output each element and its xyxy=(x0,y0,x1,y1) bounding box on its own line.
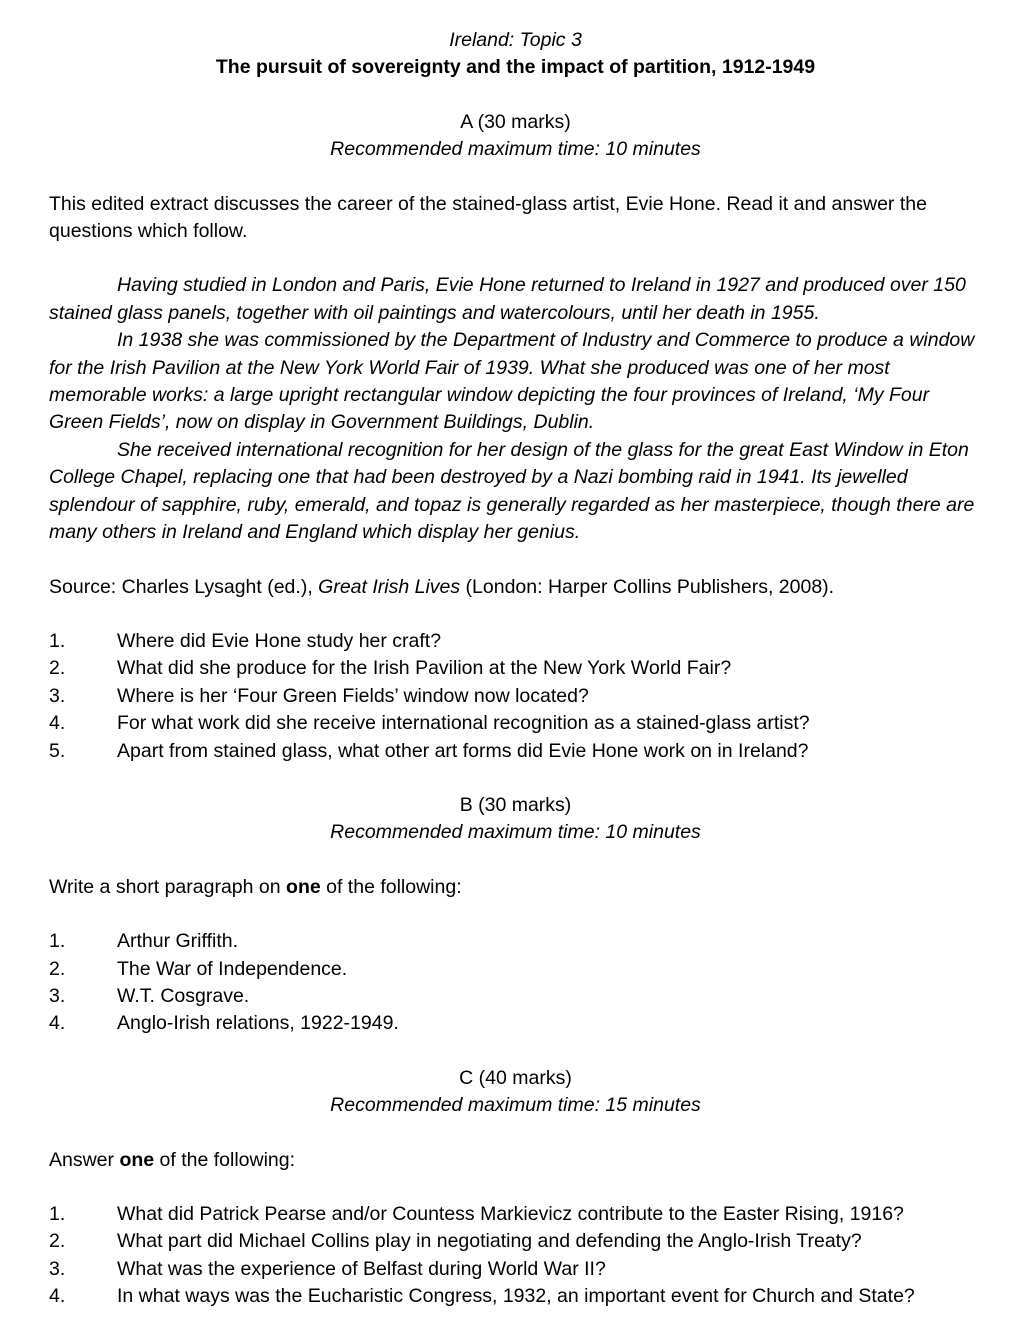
option-text: In what ways was the Eucharistic Congress, 1932, an important event for Church and State? xyxy=(117,1285,915,1308)
instruction-suffix: of the following: xyxy=(154,1148,296,1171)
question-text: Where did Evie Hone study her craft? xyxy=(117,629,442,652)
question-text: For what work did she receive international recognition as a stained-glass artist? xyxy=(117,712,810,735)
list-item xyxy=(49,928,982,955)
option-text: Arthur Griffith. xyxy=(117,930,239,953)
section-c-instruction xyxy=(49,1147,982,1174)
option-text: The War of Independence. xyxy=(117,957,348,980)
question-number: 5. xyxy=(49,739,66,762)
list-item xyxy=(49,1201,982,1228)
section-a-questions xyxy=(49,628,982,765)
section-a-intro: This edited extract discusses the career of the stained-glass artist, Evie Hone. Read it and answer the questions which follow. xyxy=(49,192,927,243)
option-number: 3. xyxy=(49,1257,66,1280)
list-item xyxy=(49,956,982,983)
question-text: Apart from stained glass, what other art forms did Evie Hone work on in Ireland? xyxy=(117,739,809,762)
option-text: What did Patrick Pearse and/or Countess Markievicz contribute to the Easter Rising, 1916? xyxy=(117,1203,904,1225)
source-suffix: (London: Harper Collins Publishers, 2008). xyxy=(460,575,835,598)
list-item xyxy=(49,1283,982,1310)
page-title: The pursuit of sovereignty and the impact of partition, 1912-1949 xyxy=(215,56,816,79)
question-number: 2. xyxy=(49,657,66,680)
section-a-time: Recommended maximum time: 10 minutes xyxy=(330,138,701,161)
extract-paragraph: She received international recognition for her design of the glass for the great East Window in Eton College Chapel, replacing one that had been destroyed by a Nazi bombing raid in 1941. Its jewelled splendour of sapphire, ruby, emerald, and topaz is generally regarded as her masterpiece, though there are many others in Ireland and England which display her genius. xyxy=(49,438,975,544)
question-text: Where is her ‘Four Green Fields’ window now located? xyxy=(117,684,589,707)
option-text: Anglo-Irish relations, 1922-1949. xyxy=(117,1012,399,1035)
section-c-heading: C (40 marks) xyxy=(459,1066,572,1089)
question-number: 4. xyxy=(49,712,66,735)
option-number: 1. xyxy=(49,1203,66,1225)
list-item xyxy=(49,1010,982,1037)
section-c-time: Recommended maximum time: 15 minutes xyxy=(330,1094,701,1117)
question-text: What did she produce for the Irish Pavilion at the New York World Fair? xyxy=(117,657,732,680)
instruction-emphasis: one xyxy=(286,875,321,898)
option-number: 1. xyxy=(49,930,66,953)
question-number: 3. xyxy=(49,684,66,707)
list-item xyxy=(49,1228,982,1255)
list-item xyxy=(49,738,982,765)
section-c-options xyxy=(49,1201,982,1311)
option-text: What part did Michael Collins play in negotiating and defending the Anglo-Irish Treaty? xyxy=(117,1230,862,1253)
option-number: 3. xyxy=(49,984,66,1007)
list-item xyxy=(49,983,982,1010)
list-item xyxy=(49,628,982,655)
list-item xyxy=(49,655,982,682)
list-item xyxy=(49,710,982,737)
extract-paragraph: Having studied in London and Paris, Evie Hone returned to Ireland in 1927 and produced over 150 stained glass panels, together with oil paintings and watercolours, until her death in 1955. xyxy=(49,274,966,324)
instruction-prefix: Answer xyxy=(49,1148,120,1171)
section-b-instruction xyxy=(49,874,982,901)
list-item xyxy=(49,683,982,710)
section-b-heading: B (30 marks) xyxy=(459,793,572,816)
section-a-heading: A (30 marks) xyxy=(460,110,571,133)
option-text: W.T. Cosgrave. xyxy=(117,984,250,1007)
extract xyxy=(49,272,982,546)
list-item xyxy=(49,1256,982,1283)
source-book-title: Great Irish Lives xyxy=(318,575,461,598)
instruction-suffix: of the following: xyxy=(320,875,462,898)
option-number: 2. xyxy=(49,1230,66,1253)
instruction-prefix: Write a short paragraph on xyxy=(49,875,287,898)
option-text: What was the experience of Belfast during World War II? xyxy=(117,1257,606,1280)
extract-paragraph: In 1938 she was commissioned by the Department of Industry and Commerce to produce a window for the Irish Pavilion at the New York World Fair of 1939. What she produced was one of her most memorable works: a large upright rectangular window depicting the four provinces of Ireland, ‘My Four Green Fields’, now on display in Government Buildings, Dublin. xyxy=(49,329,975,434)
topic-label: Ireland: Topic 3 xyxy=(449,29,582,51)
section-b-options xyxy=(49,928,982,1038)
option-number: 4. xyxy=(49,1285,66,1308)
section-b-time: Recommended maximum time: 10 minutes xyxy=(330,821,701,844)
option-number: 4. xyxy=(49,1012,66,1035)
question-number: 1. xyxy=(49,629,66,652)
option-number: 2. xyxy=(49,957,66,980)
source-prefix: Source: Charles Lysaght (ed.), xyxy=(49,575,319,598)
source-citation xyxy=(49,574,982,601)
instruction-emphasis: one xyxy=(119,1148,155,1171)
